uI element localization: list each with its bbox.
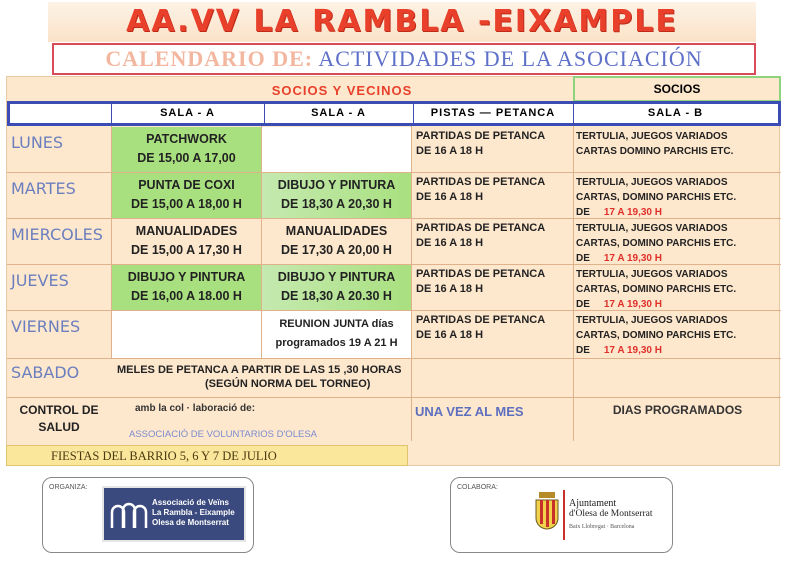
viernes-petanca (412, 311, 572, 356)
organiza-caption: ORGANIZA: (49, 484, 88, 491)
activity-name: MANUALIDADES (285, 224, 388, 238)
activity-detail: CARTAS, DOMINO PARCHIS ETC. (576, 238, 737, 249)
label-line: SALUD (38, 420, 80, 434)
activity-time: DE 16,00 A 18.00 H (131, 289, 242, 303)
sabado-petanca (115, 360, 555, 396)
time-prefix: DE (576, 345, 590, 356)
viernes-sala-a2 (262, 311, 411, 358)
control-una-vez: UNA VEZ AL MES (415, 404, 524, 419)
martes-sala-b (574, 173, 779, 218)
fiestas-bar (6, 445, 408, 466)
subtitle-prefix: CALENDARIO DE: (105, 46, 314, 71)
page-title: AA.VV LA RAMBLA -EIXAMPLE (48, 2, 756, 42)
activity-time: DE 16 A 18 H (416, 191, 484, 203)
ayuntamiento-town: d'Olesa de Montserrat (569, 509, 653, 519)
ayuntamiento-region: Baix Llobregat · Barcelona (569, 524, 635, 530)
control-org: ASSOCIACIÓ DE VOLUNTARIOS D'OLESA (129, 429, 317, 440)
activity-time: DE 15,00 A 17,30 H (131, 243, 242, 257)
activity-name: PARTIDAS DE PETANCA (416, 314, 546, 326)
time-prefix: DE (576, 207, 590, 218)
activity-time: 17 A 19,30 H (603, 253, 662, 264)
activity-detail: CARTAS, DOMINO PARCHIS ETC. (576, 192, 737, 203)
group-socios: SOCIOS (573, 76, 781, 102)
miercoles-petanca (412, 219, 572, 264)
activity-name: REUNION JUNTA días (279, 318, 394, 330)
colabora-caption: COLABORA: (457, 484, 498, 491)
activity-name: TERTULIA, JUEGOS VARIADOS (576, 269, 728, 280)
arches-logo-icon (110, 500, 148, 530)
day-miercoles: MIERCOLES (11, 225, 103, 244)
activity-time: 17 A 19,30 H (603, 345, 662, 356)
time-prefix: DE (576, 253, 590, 264)
activity-time: DE 17,30 A 20,00 H (281, 243, 392, 257)
activity-time: programados 19 A 21 H (275, 337, 398, 349)
column-header-row (7, 101, 781, 126)
viernes-sala-b (574, 311, 779, 356)
activity-time: DE 18,30 A 20.30 H (281, 289, 392, 303)
group-socios-vecinos: SOCIOS Y VECINOS (271, 83, 413, 98)
day-martes: MARTES (11, 179, 76, 198)
miercoles-sala-a2 (262, 219, 411, 264)
time-prefix: DE (576, 299, 590, 310)
miercoles-sala-b (574, 219, 779, 264)
activity-time: DE 16 A 18 H (416, 237, 484, 249)
ayuntamiento-name: Ajuntament (569, 498, 617, 509)
control-dias: DIAS PROGRAMADOS (612, 403, 743, 417)
association-logo (102, 486, 246, 542)
martes-sala-a1 (112, 173, 261, 218)
association-area: La Rambla - Eixample (152, 508, 235, 517)
ayuntamiento-text (569, 498, 653, 530)
jueves-sala-b (574, 265, 779, 310)
activity-time: DE 16 A 18 H (416, 283, 484, 295)
activity-name: PARTIDAS DE PETANCA (416, 176, 546, 188)
activity-name: TERTULIA, JUEGOS VARIADOS (576, 177, 728, 188)
viernes-sala-a1-empty (112, 311, 261, 358)
martes-sala-a2 (262, 173, 411, 218)
activity-time: DE 18,30 A 20,30 H (281, 197, 392, 211)
activity-time: DE 15,00 A 18,00 H (131, 197, 242, 211)
activity-name: DIBUJO Y PINTURA (277, 270, 396, 284)
activity-name: PATCHWORK (146, 132, 227, 146)
lunes-sala-a1 (112, 127, 261, 172)
day-sabado: SABADO (11, 363, 80, 382)
activity-name: PUNTA DE COXI (138, 178, 235, 192)
activity-name: MANUALIDADES (135, 224, 238, 238)
activity-name: TERTULIA, JUEGOS VARIADOS (576, 131, 728, 142)
association-name: Associació de Veïns (152, 498, 229, 507)
miercoles-sala-a1 (112, 219, 261, 264)
header-sala-a-1: SALA - A (160, 107, 215, 119)
header-sala-a-2: SALA - A (311, 107, 366, 119)
activity-name: TERTULIA, JUEGOS VARIADOS (576, 315, 728, 326)
lunes-sala-b (574, 127, 779, 172)
jueves-sala-a1 (112, 265, 261, 310)
activity-time: DE 15,00 A 17,00 (137, 151, 236, 165)
control-salud-label (9, 399, 109, 439)
activity-name: DIBUJO Y PINTURA (127, 270, 246, 284)
control-colab: amb la col · laboració de: (135, 403, 256, 414)
lunes-petanca (412, 127, 572, 172)
subtitle (52, 43, 756, 75)
association-text (152, 498, 235, 528)
colabora-box (450, 477, 673, 553)
activity-name: PARTIDAS DE PETANCA (416, 268, 546, 280)
activity-detail: CARTAS DOMINO PARCHIS ETC. (576, 146, 734, 157)
association-town: Olesa de Montserrat (152, 518, 229, 527)
activity-time: DE 16 A 18 H (416, 329, 484, 341)
calendar-table (6, 76, 780, 466)
fiestas-text: FIESTAS DEL BARRIO 5, 6 Y 7 DE JULIO (51, 449, 277, 463)
jueves-petanca (412, 265, 572, 310)
activity-detail: CARTAS, DOMINO PARCHIS ETC. (576, 330, 737, 341)
subtitle-main: ACTIVIDADES DE LA ASOCIACIÓN (313, 46, 703, 71)
organiza-box (42, 477, 254, 553)
activity-note: (SEGÚN NORMA DEL TORNEO) (205, 378, 371, 390)
town-crest-icon (533, 492, 561, 532)
activity-name: DIBUJO Y PINTURA (277, 178, 396, 192)
activity-time: 17 A 19,30 H (603, 299, 662, 310)
label-line: CONTROL DE (19, 403, 99, 417)
day-jueves: JUEVES (11, 271, 69, 290)
activity-name: PARTIDAS DE PETANCA (416, 130, 546, 142)
header-sala-b: SALA - B (647, 107, 704, 119)
activity-name: PARTIDAS DE PETANCA (416, 222, 546, 234)
header-pistas: PISTAS — PETANCA (430, 107, 556, 119)
martes-petanca (412, 173, 572, 218)
activity-name: MELES DE PETANCA A PARTIR DE LAS 15 ,30 HORAS (117, 364, 402, 376)
activity-time: 17 A 19,30 H (603, 207, 662, 218)
crest-divider (563, 490, 565, 540)
activity-time: DE 16 A 18 H (416, 145, 484, 157)
lunes-sala-a2-empty (262, 127, 411, 172)
jueves-sala-a2 (262, 265, 411, 310)
activity-name: TERTULIA, JUEGOS VARIADOS (576, 223, 728, 234)
day-viernes: VIERNES (11, 317, 81, 336)
day-lunes: LUNES (11, 133, 64, 152)
activity-detail: CARTAS, DOMINO PARCHIS ETC. (576, 284, 737, 295)
